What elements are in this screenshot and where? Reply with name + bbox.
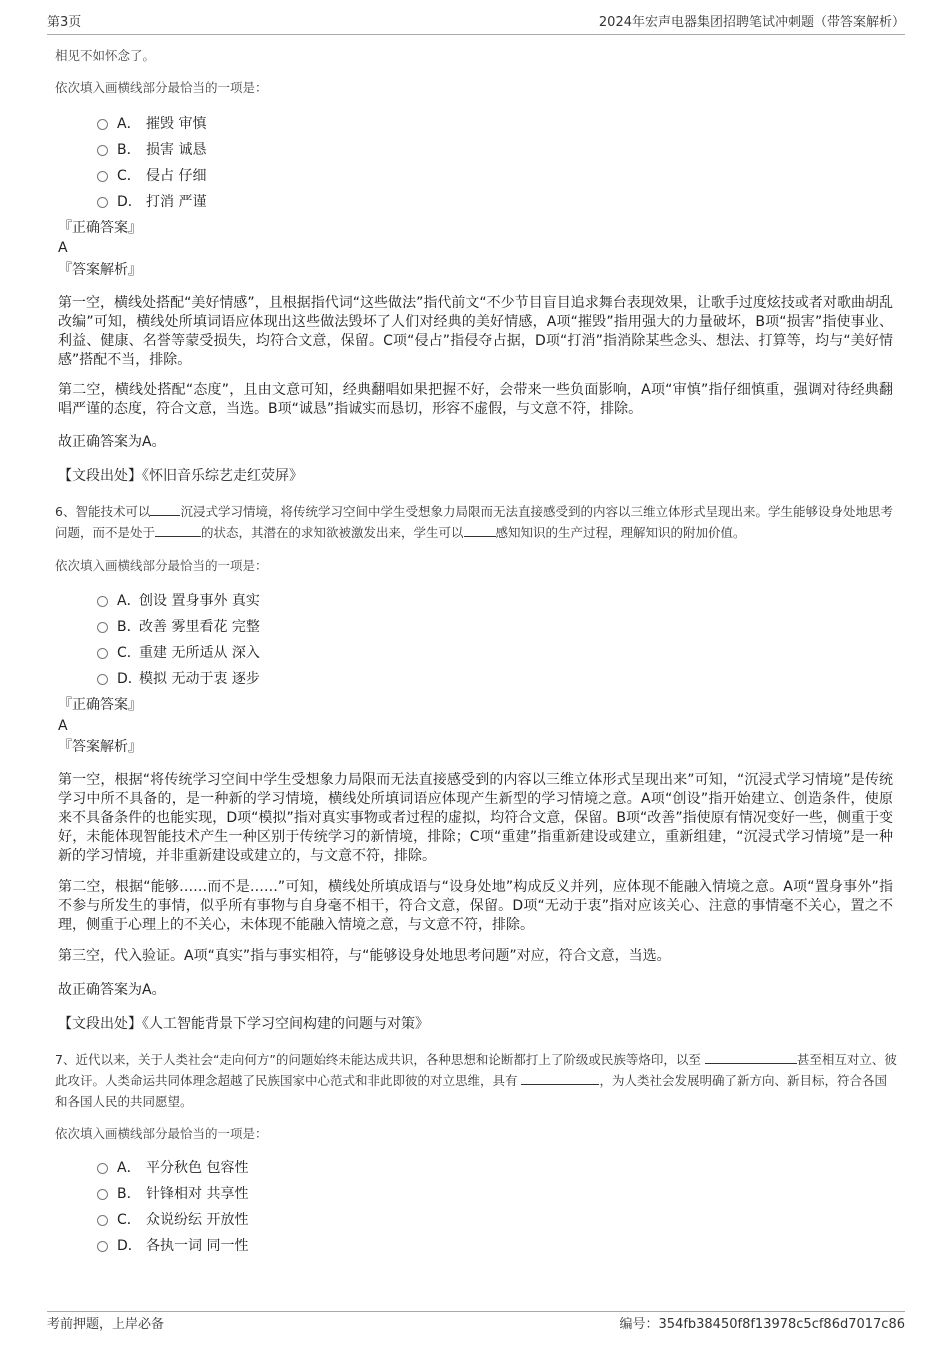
option-c[interactable]: [97, 640, 260, 666]
q5-answer: A: [58, 240, 68, 256]
blank-2: [155, 522, 201, 537]
q7-options: [97, 1155, 248, 1259]
option-a[interactable]: [97, 1155, 248, 1181]
option-letter: C．: [117, 168, 141, 184]
radio-button[interactable]: [97, 596, 108, 607]
stem-text: 感知知识的生产过程，理解知识的附加价值。: [495, 525, 746, 540]
q6-options: [97, 588, 260, 692]
radio-button[interactable]: [97, 1189, 108, 1200]
option-text: 模拟 无动于衷 逐步: [139, 671, 260, 687]
q5-source: 【文段出处】《怀旧音乐综艺走红荧屏》: [58, 468, 303, 484]
q5-stem-tail: 相见不如怀念了。: [55, 48, 156, 63]
option-text: 各执一词 同一性: [146, 1238, 249, 1254]
page-footer: [47, 1311, 905, 1336]
q5-analysis-label: 『答案解析』: [58, 262, 142, 278]
option-text: 创设 置身事外 真实: [139, 593, 260, 609]
option-letter: B．: [117, 619, 141, 635]
option-letter: D．: [117, 671, 142, 687]
q5-analysis-para-1: 第一空，横线处搭配“美好情感”，且根据指代词“这些做法”指代前文“不少节目盲目追求舞台表现效果，让歌手过度炫技或者对歌曲胡乱改编”可知，横线处所填词语应体现出这些做法毁坏了人们对经典的美好情感，A项“摧毁”指用强大的力量破坏，B项“损害”指使事业、利益、健康、名誉等蒙受损失，均符合文意，保留。C项“侵占”指侵夺占据，D项“打消”指消除某些念头、想法、打算等，均与“美好情感”搭配不当，排除。: [58, 295, 893, 368]
q5-answer-label: 『正确答案』: [58, 220, 142, 236]
option-b[interactable]: [97, 614, 260, 640]
option-text: 侵占 仔细: [146, 168, 207, 184]
radio-button[interactable]: [97, 1215, 108, 1226]
option-text: 平分秋色 包容性: [146, 1160, 249, 1176]
stem-text: 的状态，其潜在的求知欲被激发出来，学生可以: [201, 525, 464, 540]
option-b[interactable]: [97, 137, 206, 163]
blank-1: [150, 501, 180, 516]
q6-analysis-para-3: 第三空，代入验证。A项“真实”指与事实相符，与“能够设身处地思考问题”对应，符合文意，当选。: [58, 948, 671, 964]
page-number: 第3页: [47, 15, 82, 30]
stem-text: 沉浸式学习情境，将传统学习空间中学生受想象力局限而无法直接感受到的内容以三维立体形式呈现出来。学生能够设身处地思考问题，而不是处于: [55, 504, 893, 540]
q6-answer-label: 『正确答案』: [58, 697, 142, 713]
option-b[interactable]: [97, 1181, 248, 1207]
blank-3: [464, 522, 496, 537]
q6-answer: A: [58, 718, 68, 734]
q6-prompt: 依次填入画横线部分最恰当的一项是：: [55, 558, 268, 573]
radio-button[interactable]: [97, 145, 108, 156]
q6-stem: [55, 501, 897, 543]
page-header: [47, 12, 905, 35]
option-letter: C．: [117, 645, 141, 661]
option-letter: A．: [117, 1160, 141, 1176]
option-d[interactable]: [97, 189, 206, 215]
radio-button[interactable]: [97, 648, 108, 659]
document-id: 编号：354fb38450f8f13978c5cf86d7017c86: [619, 1317, 905, 1332]
stem-text: 甚至相互对立、彼此攻讦。人类命运共同体理念超越了民族国家中心范式和非此即彼的对立思维，具有: [55, 1052, 897, 1088]
option-a[interactable]: [97, 111, 206, 137]
q5-analysis-conclusion: 故正确答案为A。: [58, 434, 166, 450]
option-letter: A．: [117, 593, 141, 609]
q7-prompt: 依次填入画横线部分最恰当的一项是：: [55, 1126, 268, 1141]
q5-analysis-para-2: 第二空，横线处搭配“态度”，且由文意可知，经典翻唱如果把握不好，会带来一些负面影响，A项“审慎”指仔细慎重，强调对待经典翻唱严谨的态度，符合文意，当选。B项“诚恳”指诚实而恳切，形容不虚假，与文意不符，排除。: [58, 382, 893, 417]
q5-options: [97, 111, 206, 215]
document-title: 2024年宏声电器集团招聘笔试冲刺题（带答案解析）: [598, 15, 905, 30]
option-text: 打消 严谨: [146, 194, 207, 210]
stem-text: ，为人类社会发展明确了新方向、新目标，符合各国和各国人民的共同愿望。: [55, 1073, 887, 1109]
option-text: 改善 雾里看花 完整: [139, 619, 260, 635]
option-text: 损害 诚恳: [146, 142, 207, 158]
radio-button[interactable]: [97, 622, 108, 633]
stem-text: 6、智能技术可以: [55, 504, 151, 519]
q5-prompt: 依次填入画横线部分最恰当的一项是：: [55, 80, 268, 95]
blank-2: [521, 1070, 599, 1085]
radio-button[interactable]: [97, 1241, 108, 1252]
option-text: 重建 无所适从 深入: [139, 645, 260, 661]
option-letter: B．: [117, 142, 141, 158]
radio-button[interactable]: [97, 171, 108, 182]
q7-stem: [55, 1049, 897, 1112]
q6-analysis-conclusion: 故正确答案为A。: [58, 982, 166, 998]
q6-analysis-label: 『答案解析』: [58, 739, 142, 755]
option-text: 针锋相对 共享性: [146, 1186, 249, 1202]
radio-button[interactable]: [97, 197, 108, 208]
radio-button[interactable]: [97, 1163, 108, 1174]
option-letter: A．: [117, 116, 141, 132]
option-text: 众说纷纭 开放性: [146, 1212, 249, 1228]
option-d[interactable]: [97, 666, 260, 692]
option-letter: D．: [117, 1238, 142, 1254]
option-text: 摧毁 审慎: [146, 116, 207, 132]
option-letter: B．: [117, 1186, 141, 1202]
q6-analysis-para-2: 第二空，根据“能够……而不是……”可知，横线处所填成语与“设身处地”构成反义并列，应体现不能融入情境之意。A项“置身事外”指不参与所发生的事情，似乎所有事物与自身毫不相干，符合文意，保留。D项“无动于衷”指对应该关心、注意的事情毫不关心，置之不理，侧重于心理上的不关心，未体现不能融入情境之意，与文意不符，排除。: [58, 879, 893, 933]
radio-button[interactable]: [97, 674, 108, 685]
option-letter: D．: [117, 194, 142, 210]
option-c[interactable]: [97, 163, 206, 189]
blank-1: [705, 1049, 797, 1064]
q6-source: 【文段出处】《人工智能背景下学习空间构建的问题与对策》: [58, 1016, 429, 1032]
option-d[interactable]: [97, 1233, 248, 1259]
stem-text: 7、近代以来，关于人类社会“走向何方”的问题始终未能达成共识，各种思想和论断都打上了阶级或民族等烙印，以至: [55, 1052, 705, 1067]
footer-slogan: 考前押题，上岸必备: [47, 1317, 165, 1332]
option-a[interactable]: [97, 588, 260, 614]
option-letter: C．: [117, 1212, 141, 1228]
q6-analysis-para-1: 第一空，根据“将传统学习空间中学生受想象力局限而无法直接感受到的内容以三维立体形式呈现出来”可知，“沉浸式学习情境”是传统学习中所不具备的，是一种新的学习情境，横线处所填词语应体现产生新型的学习情境之意。A项“创设”指开始建立、创造条件，使原来不具备条件的也能实现，D项“模拟”指对真实事物或者过程的虚拟，均符合文意，保留。B项“改善”指使原有情况变好一些，侧重于变好，未能体现智能技术产生一种区别于传统学习的新情境，排除；C项“重建”指重新建设或建立，重新组建，“沉浸式学习情境”是一种新的学习情境，并非重新建设或建立的，与文意不符，排除。: [58, 772, 893, 864]
radio-button[interactable]: [97, 119, 108, 130]
option-c[interactable]: [97, 1207, 248, 1233]
